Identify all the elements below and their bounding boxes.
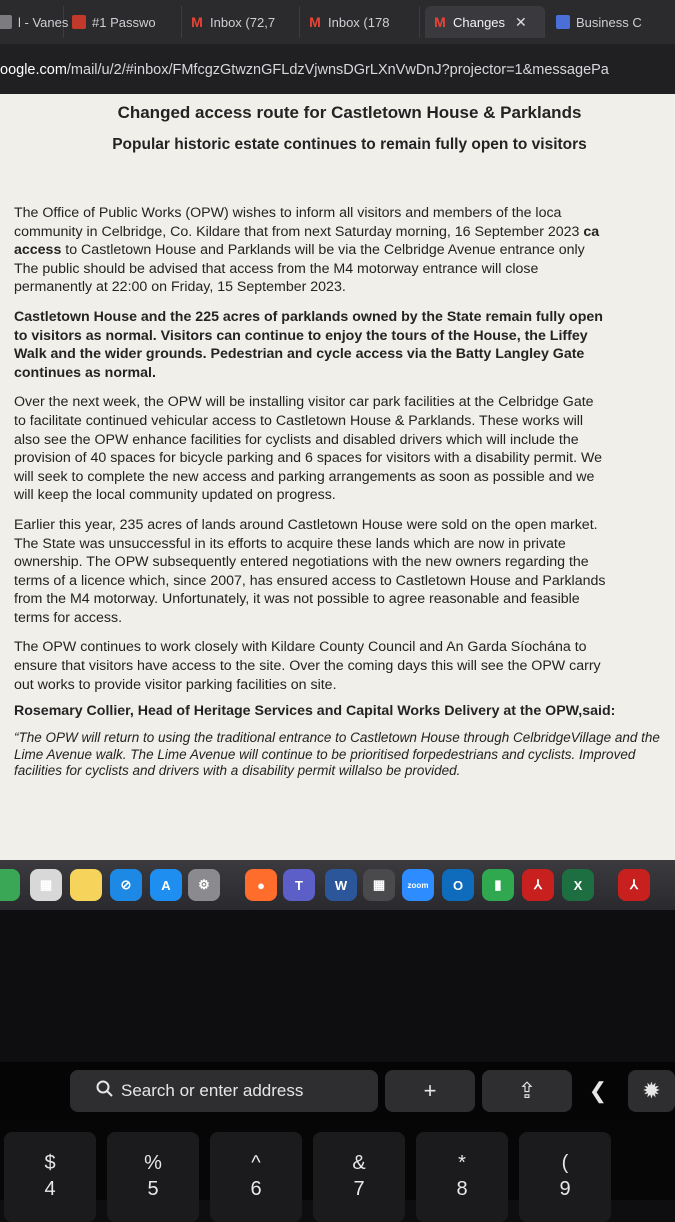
dock xyxy=(0,860,675,910)
browser-tab[interactable] xyxy=(425,6,545,38)
launchpad-icon[interactable]: ▦ xyxy=(30,869,62,901)
touchbar-search-label: Search or enter address xyxy=(121,1081,304,1100)
teams-icon[interactable]: T xyxy=(283,869,315,901)
tab-label: Inbox (72,7 xyxy=(210,14,276,30)
browser-tab-bar xyxy=(0,0,675,44)
calculator-icon[interactable]: ▦ xyxy=(363,869,395,901)
app-store-icon[interactable]: A xyxy=(150,869,182,901)
text-line: will seek to complete the new access and parking arrangements as soon as possible and we xyxy=(14,468,595,485)
text-line: Village and the Lime Avenue walk. The Lime Avenue will continue to be prioritised for xyxy=(14,730,660,762)
paragraph-garda-cooperation xyxy=(14,638,669,694)
keyboard xyxy=(0,1120,675,1200)
system-settings-icon[interactable]: ⚙ xyxy=(188,869,220,901)
acrobat-reader-icon[interactable]: ⅄ xyxy=(618,869,650,901)
notes-icon[interactable] xyxy=(70,869,102,901)
page-title: Changed access route for Castletown House & Parklands xyxy=(117,103,582,122)
text-line: to facilitate continued vehicular access to Castletown House & Parklands. These works will xyxy=(14,412,584,429)
text-line xyxy=(14,278,669,297)
paragraph-land-sale xyxy=(14,516,669,628)
text-line: will keep the local community updated on progress. xyxy=(14,487,336,504)
paragraph-access-notice xyxy=(14,204,669,297)
tab-label: Business C xyxy=(576,14,642,30)
gmail-icon: M xyxy=(191,14,203,30)
search-icon xyxy=(96,1080,113,1102)
speaker-attribution xyxy=(14,702,669,720)
key-bottom-label: 4 xyxy=(44,1178,56,1200)
brightness-button[interactable] xyxy=(628,1070,675,1112)
keyboard-key[interactable] xyxy=(519,1132,611,1222)
keyboard-key[interactable] xyxy=(313,1132,405,1222)
keyboard-key[interactable] xyxy=(107,1132,199,1222)
text-line: to visitors as normal. Visitors can continue to enjoy the tours of the House, the Liffey xyxy=(14,327,588,344)
key-bottom-label: 8 xyxy=(456,1178,468,1200)
keyboard-key[interactable] xyxy=(210,1132,302,1222)
touch-bar xyxy=(0,1062,675,1120)
text-line: terms of a licence which, since 2007, has ensured access to Castletown House and Parklands xyxy=(14,572,606,589)
text-run: community in Celbridge, Co. Kildare that from next Saturday morning, 16 September 2023 xyxy=(14,223,584,240)
browser-tab[interactable] xyxy=(0,6,69,38)
text-line: from the M4 motorway. Unfortunately, it was not possible to agree reasonable and feasible xyxy=(14,591,580,608)
text-line: Over the next week, the OPW will be installing visitor car park facilities at the Celbridge Gate xyxy=(14,394,594,411)
text-line: ownership. The OPW subsequently entered negotiations with the new owners regarding the xyxy=(14,554,589,571)
gmail-icon: M xyxy=(309,14,321,30)
address-bar[interactable] xyxy=(0,44,675,94)
text-run: The Office of Public Works (OPW) wishes to inform all visitors and members of the loca xyxy=(14,205,562,221)
text-line: The State was unsuccessful in its efforts to acquire these lands which are now in private xyxy=(14,535,566,552)
generic-icon xyxy=(0,15,12,29)
chevron-left-icon: ❮ xyxy=(588,1078,608,1103)
keyboard-key[interactable] xyxy=(416,1132,508,1222)
statement-quote xyxy=(14,730,669,780)
paragraph-car-park-works xyxy=(14,393,669,505)
text-line: “The OPW will return to using the traditional entrance to Castletown House through Celbridge xyxy=(14,730,571,746)
text-line: continues as normal. xyxy=(14,364,156,381)
text-run: The public should be advised that access from the M4 motorway entrance will close xyxy=(14,260,539,277)
page-subtitle: Popular historic estate continues to remain fully open to visitors xyxy=(112,136,587,153)
browser-tab[interactable] xyxy=(548,6,675,38)
tab-label: #1 Passwo xyxy=(92,14,156,30)
tab-label: l - Vanes xyxy=(18,14,69,30)
text-run: ca xyxy=(583,223,600,240)
paragraph-parklands-open xyxy=(14,308,669,382)
key-bottom-label: 9 xyxy=(559,1178,571,1200)
keyboard-key[interactable] xyxy=(4,1132,96,1222)
password-icon xyxy=(72,15,86,29)
key-top-label: % xyxy=(144,1152,162,1174)
text-line: Rosemary Collier, Head of Heritage Services and Capital Works Delivery at the OPW, xyxy=(14,703,583,720)
text-run: access xyxy=(14,242,62,259)
key-top-label: $ xyxy=(44,1152,56,1174)
text-line xyxy=(14,204,669,223)
firefox-icon[interactable]: ● xyxy=(245,869,277,901)
document-icon xyxy=(556,15,570,29)
text-run: permanently at 22:00 on Friday, 15 September 2023. xyxy=(14,279,346,296)
key-top-label: & xyxy=(352,1152,366,1174)
text-line: said: xyxy=(582,703,616,720)
outlook-icon[interactable]: O xyxy=(442,869,474,901)
plus-icon: + xyxy=(423,1078,437,1103)
tab-label: Inbox (178 xyxy=(328,14,390,30)
text-line: provision of 40 spaces for bicycle parking and 6 spaces for visitors with a disability permit. We xyxy=(14,450,602,467)
word-icon[interactable]: W xyxy=(325,869,357,901)
text-line: terms for access. xyxy=(14,609,123,626)
share-icon: ⇪ xyxy=(517,1078,537,1103)
touchbar-search-button[interactable] xyxy=(70,1070,378,1112)
url-path: /mail/u/2/#inbox/FMfcgzGtwznGFLdzVjwnsDGrLXnVwDnJ?projector=1&messagePa xyxy=(66,62,609,78)
document-viewer xyxy=(0,94,675,860)
safari-icon[interactable]: ⊘ xyxy=(110,869,142,901)
text-line xyxy=(14,241,669,260)
numbers-icon[interactable]: ▮ xyxy=(482,869,514,901)
text-line: out works to provide visitor parking facilities on site. xyxy=(14,676,337,693)
text-line: pedestrians and cyclists. Improved facilities for cyclists and drivers with a disability permit will xyxy=(14,746,636,779)
browser-tab[interactable] xyxy=(182,6,300,38)
text-line: Earlier this year, 235 acres of lands around Castletown House were sold on the open market. xyxy=(14,516,598,533)
zoom-icon[interactable]: zoom xyxy=(402,869,434,901)
text-line: The OPW continues to work closely with Kildare County Council and An Garda Síochána to xyxy=(14,639,587,656)
text-run: to Castletown House and Parklands will be via the Celbridge Avenue entrance only xyxy=(61,242,585,259)
tab-label: Changes xyxy=(453,14,506,30)
browser-tab[interactable] xyxy=(300,6,420,38)
text-line: Castletown House and the 225 acres of parklands owned by the State remain fully open xyxy=(14,308,603,325)
url-host: oogle.com xyxy=(0,62,67,78)
key-top-label: ^ xyxy=(251,1152,261,1174)
brightness-icon: ✹ xyxy=(642,1078,661,1103)
text-line: also be provided. xyxy=(357,763,461,779)
text-line: also see the OPW enhance facilities for cyclists and disabled drivers which will include the xyxy=(14,431,579,448)
text-line xyxy=(14,260,669,279)
key-top-label: ( xyxy=(561,1152,569,1174)
share-button[interactable] xyxy=(482,1070,572,1112)
browser-tab[interactable] xyxy=(64,6,182,38)
key-top-label: * xyxy=(458,1152,466,1174)
text-line: Walk and the wider grounds. Pedestrian and cycle access via the Batty Langley Gate xyxy=(14,346,585,363)
text-line xyxy=(14,223,669,242)
close-icon[interactable]: ✕ xyxy=(515,13,527,30)
acrobat-icon[interactable]: ⅄ xyxy=(522,869,554,901)
excel-icon[interactable]: X xyxy=(562,869,594,901)
new-tab-button[interactable] xyxy=(385,1070,475,1112)
gmail-icon: M xyxy=(434,14,446,30)
key-bottom-label: 7 xyxy=(353,1178,365,1200)
key-bottom-label: 6 xyxy=(250,1178,262,1200)
text-line: ensure that visitors have access to the site. Over the coming days this will see the OPW carry xyxy=(14,658,601,675)
touchbar-collapse-button[interactable] xyxy=(580,1070,616,1112)
key-bottom-label: 5 xyxy=(147,1178,159,1200)
maps-icon[interactable] xyxy=(0,869,20,901)
